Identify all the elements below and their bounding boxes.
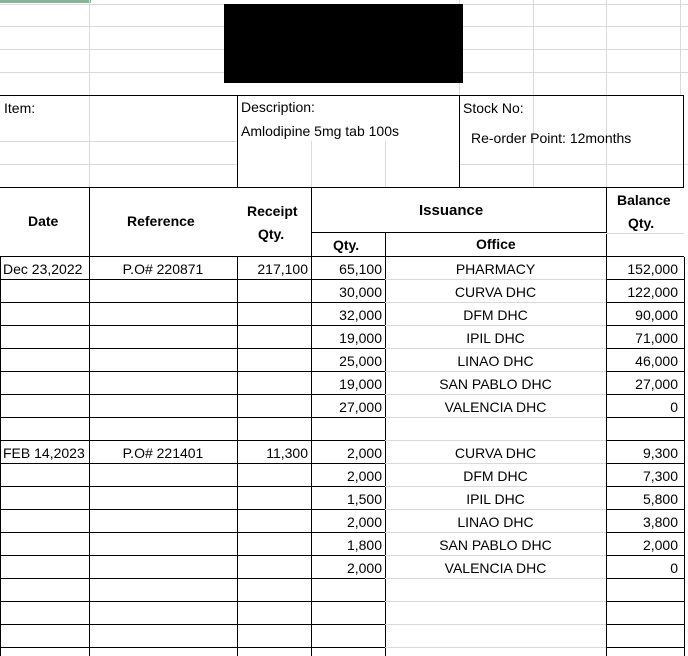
table-row xyxy=(0,372,684,395)
cell-qty[interactable]: 32,000 xyxy=(339,307,382,323)
col-header-date: Date xyxy=(28,213,59,229)
cell-balance[interactable]: 71,000 xyxy=(635,330,678,346)
cell-qty[interactable]: 2,000 xyxy=(346,445,382,461)
cell-office[interactable]: DFM DHC xyxy=(463,307,528,323)
cell-office[interactable]: IPIL DHC xyxy=(466,330,525,346)
cell-qty[interactable]: 2,000 xyxy=(346,560,382,576)
cell-balance[interactable]: 0 xyxy=(670,560,678,576)
cell-qty[interactable]: 27,000 xyxy=(339,399,382,415)
cell-balance[interactable]: 152,000 xyxy=(627,261,678,277)
table-row xyxy=(0,579,684,602)
col-header-receipt-line2: Qty. xyxy=(258,226,285,242)
cell-date[interactable]: FEB 14,2023 xyxy=(3,445,85,461)
table-row xyxy=(0,349,684,372)
item-label: Item: xyxy=(4,100,36,116)
cell-qty[interactable]: 1,800 xyxy=(346,537,382,553)
cell-qty[interactable]: 2,000 xyxy=(346,468,382,484)
table-row xyxy=(0,556,684,579)
cell-balance[interactable]: 0 xyxy=(670,399,678,415)
stock-no-label: Stock No: xyxy=(463,100,524,116)
cell-office[interactable]: IPIL DHC xyxy=(466,491,525,507)
cell-office[interactable]: VALENCIA DHC xyxy=(444,399,547,415)
cell-qty[interactable]: 25,000 xyxy=(339,353,382,369)
cell-qty[interactable]: 30,000 xyxy=(339,284,382,300)
col-header-reference: Reference xyxy=(127,213,195,229)
cell-office[interactable]: CURVA DHC xyxy=(454,445,537,461)
cell-qty[interactable]: 19,000 xyxy=(339,376,382,392)
cell-balance[interactable]: 90,000 xyxy=(635,307,678,323)
cell-qty[interactable]: 65,100 xyxy=(339,261,382,277)
cell-receipt[interactable]: 11,300 xyxy=(266,445,308,461)
cell-balance[interactable]: 3,800 xyxy=(642,514,678,530)
grid-line xyxy=(684,257,685,656)
cell-qty[interactable]: 19,000 xyxy=(339,330,382,346)
col-header-balance-line1: Balance xyxy=(617,192,671,208)
cell-qty[interactable]: 1,500 xyxy=(346,491,382,507)
redacted-logo-block xyxy=(224,4,463,83)
col-header-office: Office xyxy=(476,236,516,252)
cell-reference[interactable]: P.O# 221401 xyxy=(122,445,204,461)
table-row xyxy=(0,418,684,441)
cell-balance[interactable]: 122,000 xyxy=(627,284,678,300)
cell-office[interactable]: DFM DHC xyxy=(463,468,528,484)
cell-balance[interactable]: 27,000 xyxy=(635,376,678,392)
table-row xyxy=(0,464,684,487)
cell-office[interactable]: SAN PABLO DHC xyxy=(439,376,552,392)
cell-office[interactable]: SAN PABLO DHC xyxy=(439,537,552,553)
description-value: Amlodipine 5mg tab 100s xyxy=(241,123,399,139)
cell-balance[interactable]: 46,000 xyxy=(635,353,678,369)
cell-balance[interactable]: 5,800 xyxy=(642,491,678,507)
cell-office[interactable]: LINAO DHC xyxy=(457,514,534,530)
col-header-issuance: Issuance xyxy=(419,202,484,219)
col-header-balance-line2: Qty. xyxy=(628,215,655,231)
cell-office[interactable]: PHARMACY xyxy=(455,261,536,277)
cell-qty[interactable]: 2,000 xyxy=(346,514,382,530)
table-row xyxy=(0,441,684,464)
cell-office[interactable]: CURVA DHC xyxy=(454,284,537,300)
sheet-selection-indicator xyxy=(0,0,91,3)
table-row xyxy=(0,602,684,625)
cell-balance[interactable]: 9,300 xyxy=(642,445,678,461)
reorder-point-label: Re-order Point: 12months xyxy=(471,130,632,146)
cell-date[interactable]: Dec 23,2022 xyxy=(3,261,83,277)
table-row xyxy=(0,257,684,280)
table-row xyxy=(0,533,684,556)
col-header-qty: Qty. xyxy=(333,237,360,253)
table-row xyxy=(0,326,684,349)
table-row xyxy=(0,487,684,510)
description-label: Description: xyxy=(241,99,315,115)
table-row xyxy=(0,625,684,648)
cell-reference[interactable]: P.O# 220871 xyxy=(122,261,204,277)
table-row xyxy=(0,280,684,303)
table-row xyxy=(0,303,684,326)
cell-office[interactable]: LINAO DHC xyxy=(457,353,534,369)
table-row xyxy=(0,395,684,418)
cell-balance[interactable]: 7,300 xyxy=(642,468,678,484)
cell-office[interactable]: VALENCIA DHC xyxy=(444,560,547,576)
col-header-receipt-line1: Receipt xyxy=(247,203,298,219)
cell-balance[interactable]: 2,000 xyxy=(642,537,678,553)
cell-receipt[interactable]: 217,100 xyxy=(257,261,308,277)
table-row xyxy=(0,510,684,533)
